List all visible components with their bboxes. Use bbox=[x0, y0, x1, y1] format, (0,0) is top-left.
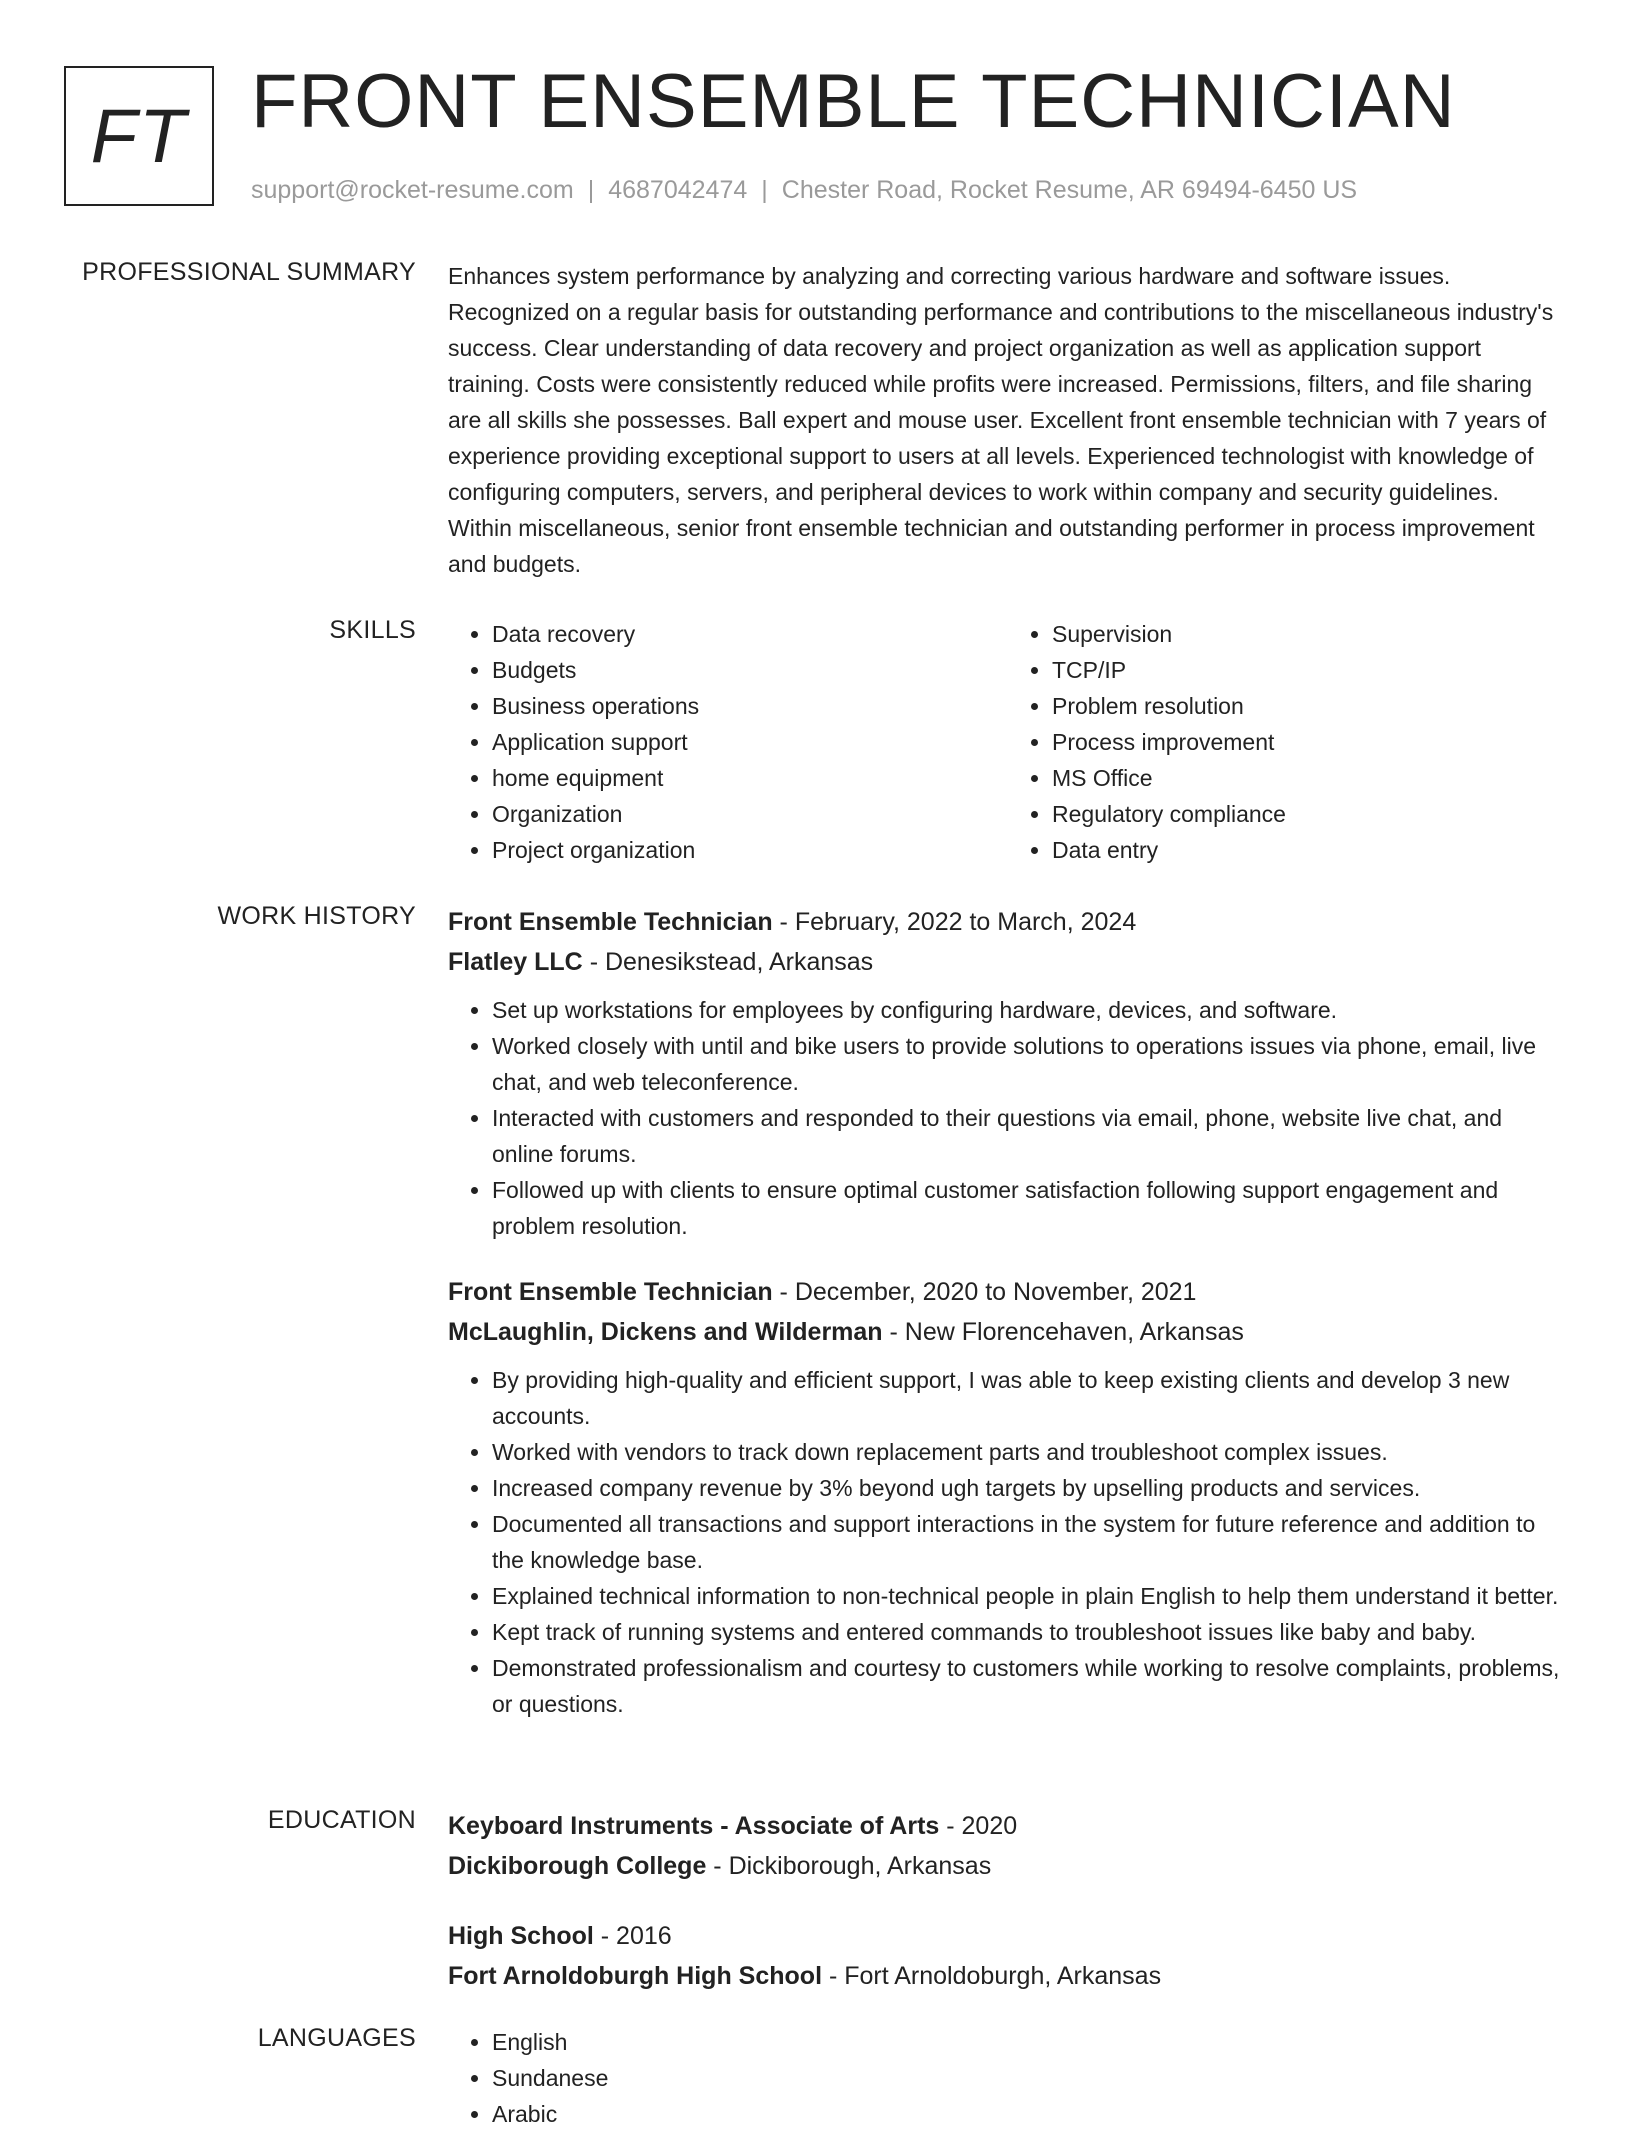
education-body bbox=[448, 1806, 1568, 1996]
contact-line bbox=[251, 176, 1357, 205]
job-title-line bbox=[448, 1272, 1568, 1312]
job-bullets bbox=[448, 1362, 1568, 1722]
skills-column-left bbox=[448, 616, 1008, 868]
education-school-line bbox=[448, 1956, 1568, 1996]
job-location: - New Florencehaven, Arkansas bbox=[882, 1318, 1244, 1346]
contact-separator: | bbox=[587, 176, 595, 204]
job-bullets bbox=[448, 992, 1568, 1244]
list-item: • Sundanese bbox=[492, 2060, 1568, 2096]
list-item: • Increased company revenue by 3% beyond ugh targets by upselling products and services. bbox=[492, 1470, 1568, 1506]
languages-body bbox=[448, 2024, 1568, 2132]
list-item: • Explained technical information to non-technical people in plain English to help them understand it better. bbox=[492, 1578, 1568, 1614]
list-item: • Followed up with clients to ensure optimal customer satisfaction following support engagement and problem resolution. bbox=[492, 1172, 1568, 1244]
list-item: • Worked with vendors to track down replacement parts and troubleshoot complex issues. bbox=[492, 1434, 1568, 1470]
list-item: • Arabic bbox=[492, 2096, 1568, 2132]
list-item: • Regulatory compliance bbox=[1052, 796, 1568, 832]
job-company: Flatley LLC bbox=[448, 948, 583, 976]
section-label-skills: SKILLS bbox=[329, 616, 416, 644]
skills-list bbox=[448, 616, 1568, 868]
job-company: McLaughlin, Dickens and Wilderman bbox=[448, 1318, 883, 1346]
list-item: • home equipment bbox=[492, 760, 1008, 796]
list-item: • TCP/IP bbox=[1052, 652, 1568, 688]
education-degree: Keyboard Instruments - Associate of Arts bbox=[448, 1812, 940, 1840]
education-school-line bbox=[448, 1846, 1568, 1886]
list-item: • English bbox=[492, 2024, 1568, 2060]
job-dates: - February, 2022 to March, 2024 bbox=[772, 908, 1137, 936]
job-location: - Denesikstead, Arkansas bbox=[582, 948, 874, 976]
education-year: - 2016 bbox=[593, 1922, 672, 1950]
work-history-body bbox=[448, 902, 1568, 1722]
education-school: Fort Arnoldoburgh High School bbox=[448, 1962, 823, 1990]
education-degree-line bbox=[448, 1806, 1568, 1846]
section-label-languages: LANGUAGES bbox=[257, 2024, 416, 2052]
education-entry bbox=[448, 1806, 1568, 1886]
summary-text: Enhances system performance by analyzing and correcting various hardware and software issues. Recognized on a regular basis for outstanding performance and contributions to the miscellaneous industry's success. Clear understanding of data recovery and project organization as well as application support training. Costs were consistently reduced while profits were increased. Permissions, filters, and file sharing are all skills she possesses. Ball expert and mouse user. Excellent front ensemble technician with 7 years of experience providing exceptional support to users at all levels. Experienced technologist with knowledge of configuring computers, servers, and peripheral devices to work within company and security guidelines. Within miscellaneous, senior front ensemble technician and outstanding performer in process improvement and budgets. bbox=[448, 263, 1554, 577]
list-item: • Data recovery bbox=[492, 616, 1008, 652]
contact-separator: | bbox=[761, 176, 768, 204]
list-item: • Application support bbox=[492, 724, 1008, 760]
list-item: • Data entry bbox=[1052, 832, 1568, 868]
resume-header bbox=[64, 59, 1568, 216]
section-label-summary: PROFESSIONAL SUMMARY bbox=[82, 258, 416, 286]
list-item: • Project organization bbox=[492, 832, 1008, 868]
languages-list bbox=[448, 2024, 1568, 2132]
list-item: • Budgets bbox=[492, 652, 1008, 688]
list-item: • Organization bbox=[492, 796, 1008, 832]
education-location: - Fort Arnoldoburgh, Arkansas bbox=[822, 1962, 1162, 1990]
list-item: • Set up workstations for employees by configuring hardware, devices, and software. bbox=[492, 992, 1568, 1028]
list-item: • By providing high-quality and efficient support, I was able to keep existing clients and develop 3 new accounts. bbox=[492, 1362, 1568, 1434]
list-item: • Demonstrated professionalism and courtesy to customers while working to resolve complaints, problems, or questions. bbox=[492, 1650, 1568, 1722]
job-dates: - December, 2020 to November, 2021 bbox=[772, 1278, 1197, 1306]
list-item: • Worked closely with until and bike users to provide solutions to operations issues via phone, email, live chat, and web teleconference. bbox=[492, 1028, 1568, 1100]
education-entry bbox=[448, 1916, 1568, 1996]
job-entry bbox=[448, 1272, 1568, 1722]
contact-address: Chester Road, Rocket Resume, AR 69494-6450 US bbox=[781, 176, 1358, 204]
job-entry bbox=[448, 902, 1568, 1244]
job-company-line bbox=[448, 1312, 1568, 1352]
resume-title: FRONT ENSEMBLE TECHNICIAN bbox=[251, 59, 1456, 144]
section-label-work: WORK HISTORY bbox=[217, 902, 416, 930]
education-degree-line bbox=[448, 1916, 1568, 1956]
skills-column-right bbox=[1008, 616, 1568, 868]
job-title-line bbox=[448, 902, 1568, 942]
monogram-logo: FT bbox=[64, 66, 214, 206]
list-item: • Business operations bbox=[492, 688, 1008, 724]
list-item: • Interacted with customers and responded to their questions via email, phone, website live chat, and online forums. bbox=[492, 1100, 1568, 1172]
job-title: Front Ensemble Technician bbox=[448, 1278, 773, 1306]
contact-email: support@rocket-resume.com bbox=[251, 176, 574, 204]
list-item: • Process improvement bbox=[1052, 724, 1568, 760]
list-item: • Supervision bbox=[1052, 616, 1568, 652]
education-degree: High School bbox=[448, 1922, 594, 1950]
job-title: Front Ensemble Technician bbox=[448, 908, 773, 936]
education-location: - Dickiborough, Arkansas bbox=[706, 1852, 992, 1880]
list-item: • MS Office bbox=[1052, 760, 1568, 796]
education-school: Dickiborough College bbox=[448, 1852, 707, 1880]
education-year: - 2020 bbox=[939, 1812, 1018, 1840]
job-company-line bbox=[448, 942, 1568, 982]
list-item: • Problem resolution bbox=[1052, 688, 1568, 724]
section-label-education: EDUCATION bbox=[267, 1806, 416, 1834]
contact-phone: 4687042474 bbox=[608, 176, 748, 204]
list-item: • Kept track of running systems and entered commands to troubleshoot issues like baby and baby. bbox=[492, 1614, 1568, 1650]
list-item: • Documented all transactions and support interactions in the system for future reference and addition to the knowledge base. bbox=[492, 1506, 1568, 1578]
